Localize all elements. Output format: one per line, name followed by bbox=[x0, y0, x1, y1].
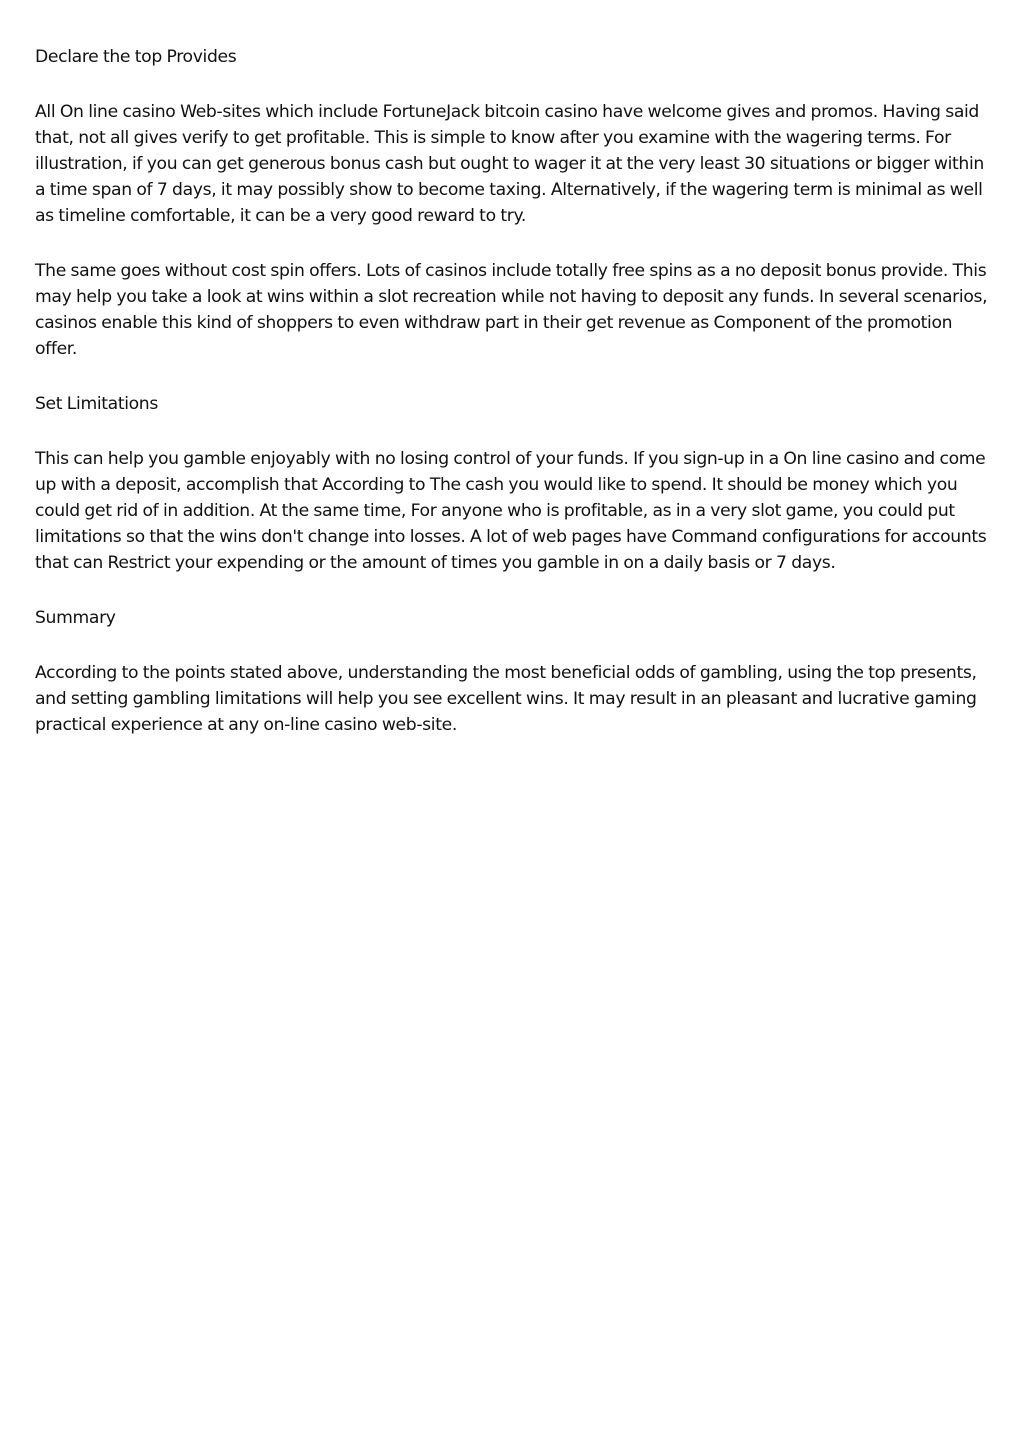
paragraph-limitations: This can help you gamble enjoyably with no losing control of your funds. If you sign-up in a On line casino and come up with a deposit, accomplish that According to The cash you would like to spend. It should be money which you could get rid of in addition. At the same time, For anyone who is profitable, as in a very slot game, you could put limitations so that the wins don't change into losses. A lot of web pages have Command configurations for accounts that can Restrict your expending or the amount of times you gamble in on a daily basis or 7 days. bbox=[35, 449, 987, 573]
heading-declare-the-top-provides: Declare the top Provides bbox=[35, 47, 237, 67]
paragraph-welcome-offers: All On line casino Web-sites which include FortuneJack bitcoin casino have welcome gives and promos. Having said that, not all gives verify to get profitable. This is simple to know after you examine with the wagering terms. For illustration, if you can get generous bonus cash but ought to wager it at the very least 30 situations or bigger within a time span of 7 days, it may possibly show to become taxing. Alternatively, if the wagering term is minimal as well as timeline comfortable, it can be a very good reward to try. bbox=[35, 102, 984, 226]
paragraph-summary: According to the points stated above, understanding the most beneficial odds of gambling, using the top presents, and setting gambling limitations will help you see excellent wins. It may result in an pleasant and lucrative gaming practical experience at any on-line casino web-site. bbox=[35, 663, 977, 735]
heading-summary: Summary bbox=[35, 608, 116, 628]
paragraph-free-spins: The same goes without cost spin offers. Lots of casinos include totally free spins as a no deposit bonus provide. This may help you take a look at wins within a slot recreation while not having to deposit any funds. In several scenarios, casinos enable this kind of shoppers to even withdraw part in their get revenue as Component of the promotion offer. bbox=[35, 261, 988, 359]
document-body bbox=[35, 44, 990, 767]
heading-set-limitations: Set Limitations bbox=[35, 394, 158, 414]
